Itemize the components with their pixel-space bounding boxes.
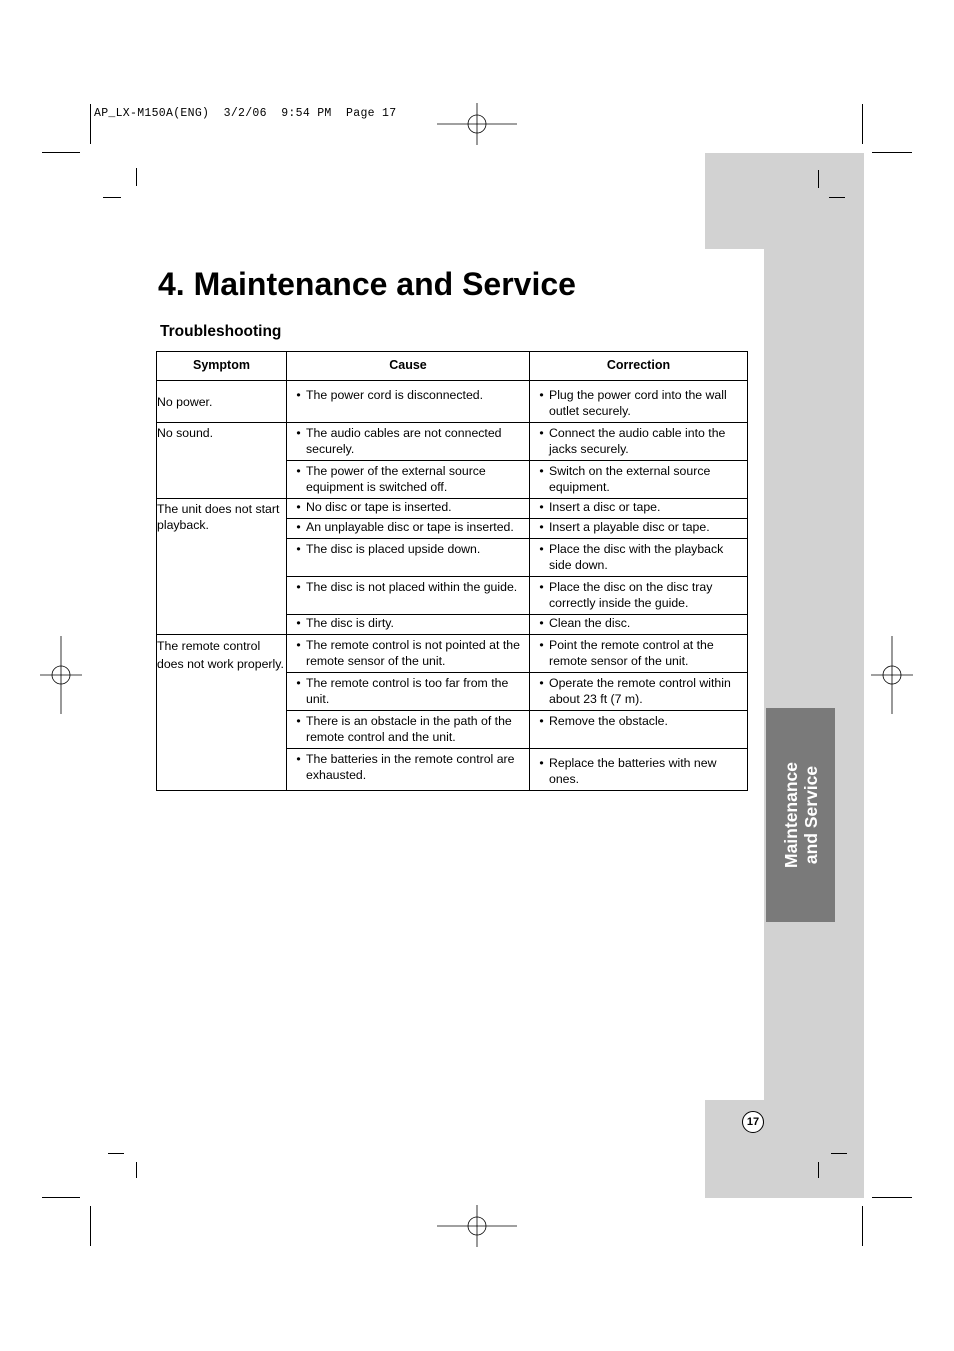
symptom-cell: No power. — [157, 381, 287, 423]
correction-text: Connect the audio cable into the jacks securely. — [549, 426, 726, 456]
correction-cell — [530, 539, 748, 577]
crop-mark — [829, 197, 845, 198]
cause-text: The power of the external source equipment is switched off. — [306, 464, 486, 494]
correction-cell — [530, 381, 748, 423]
symptom-cell: The unit does not start playback. — [157, 499, 287, 635]
side-tab-line2: and Service — [800, 765, 821, 865]
crop-mark — [818, 170, 819, 188]
correction-text: Clean the disc. — [549, 616, 631, 630]
bullet-icon: • — [539, 500, 544, 514]
correction-text: Insert a playable disc or tape. — [549, 520, 710, 534]
correction-text: Switch on the external source equipment. — [549, 464, 711, 494]
crop-mark — [42, 1197, 80, 1198]
correction-cell — [530, 711, 748, 749]
column-header-symptom: Symptom — [157, 352, 287, 381]
bullet-icon: • — [296, 676, 301, 690]
bullet-icon: • — [539, 388, 544, 402]
cause-cell — [287, 381, 530, 423]
bullet-icon: • — [296, 500, 301, 514]
bullet-icon: • — [296, 542, 301, 556]
section-title: 4. Maintenance and Service — [158, 266, 576, 302]
side-tab-label — [781, 762, 821, 868]
correction-cell — [530, 635, 748, 673]
side-tab-line1: Maintenance — [780, 762, 801, 868]
bullet-icon: • — [539, 638, 544, 652]
correction-text: Place the disc on the disc tray correctly inside the guide. — [549, 580, 713, 610]
subsection-title: Troubleshooting — [160, 323, 282, 340]
cause-cell — [287, 461, 530, 499]
correction-text: Point the remote control at the remote sensor of the unit. — [549, 638, 714, 668]
table-row — [157, 499, 748, 519]
bullet-icon: • — [539, 616, 544, 630]
registration-mark-icon — [437, 1205, 517, 1247]
crop-mark — [42, 152, 80, 153]
crop-mark — [831, 1153, 847, 1154]
registration-mark-icon — [871, 636, 913, 714]
bullet-icon: • — [539, 464, 544, 478]
cause-text: No disc or tape is inserted. — [306, 500, 452, 514]
crop-mark — [872, 1197, 912, 1198]
correction-cell — [530, 673, 748, 711]
correction-cell — [530, 423, 748, 461]
crop-mark — [136, 1162, 137, 1178]
cause-text: The disc is dirty. — [306, 616, 394, 630]
bullet-icon: • — [539, 756, 544, 770]
cause-cell — [287, 673, 530, 711]
correction-text: Plug the power cord into the wall outlet securely. — [549, 388, 727, 418]
correction-text: Operate the remote control within about 23 ft (7 m). — [549, 676, 731, 706]
cause-text: The audio cables are not connected securely. — [306, 426, 502, 456]
registration-mark-icon — [437, 103, 517, 145]
side-strip-bottom — [705, 1100, 864, 1198]
crop-mark — [90, 104, 91, 144]
side-section-tab — [766, 708, 835, 922]
crop-mark — [862, 104, 863, 144]
table-row — [157, 381, 748, 423]
cause-text: The remote control is not pointed at the remote sensor of the unit. — [306, 638, 520, 668]
crop-mark — [136, 168, 137, 186]
cause-cell — [287, 519, 530, 539]
correction-text: Replace the batteries with new ones. — [549, 756, 717, 786]
cause-text: The remote control is too far from the unit. — [306, 676, 509, 706]
table-row — [157, 635, 748, 673]
bullet-icon: • — [296, 638, 301, 652]
bullet-icon: • — [296, 580, 301, 594]
bullet-icon: • — [296, 520, 301, 534]
cause-cell — [287, 711, 530, 749]
cause-text: An unplayable disc or tape is inserted. — [306, 520, 514, 534]
bullet-icon: • — [296, 752, 301, 766]
bullet-icon: • — [539, 580, 544, 594]
symptom-cell: No sound. — [157, 423, 287, 499]
correction-cell — [530, 577, 748, 615]
table-row — [157, 423, 748, 461]
cause-cell — [287, 749, 530, 791]
print-slug: AP_LX-M150A(ENG) 3/2/06 9:54 PM Page 17 — [94, 107, 397, 120]
correction-cell — [530, 461, 748, 499]
crop-mark — [862, 1206, 863, 1246]
cause-text: The disc is placed upside down. — [306, 542, 481, 556]
cause-text: The disc is not placed within the guide. — [306, 580, 518, 594]
bullet-icon: • — [539, 676, 544, 690]
bullet-icon: • — [539, 520, 544, 534]
cause-text: The power cord is disconnected. — [306, 388, 484, 402]
correction-cell — [530, 615, 748, 635]
crop-mark — [872, 152, 912, 153]
cause-cell — [287, 615, 530, 635]
cause-cell — [287, 423, 530, 461]
cause-cell — [287, 499, 530, 519]
crop-mark — [818, 1162, 819, 1178]
column-header-correction: Correction — [530, 352, 748, 381]
cause-cell — [287, 577, 530, 615]
symptom-cell: The remote control does not work properly. — [157, 635, 287, 791]
bullet-icon: • — [539, 542, 544, 556]
correction-text: Place the disc with the playback side down. — [549, 542, 724, 572]
cause-text: There is an obstacle in the path of the remote control and the unit. — [306, 714, 512, 744]
bullet-icon: • — [539, 426, 544, 440]
bullet-icon: • — [296, 464, 301, 478]
bullet-icon: • — [296, 388, 301, 402]
troubleshooting-table — [156, 351, 748, 791]
cause-text: The batteries in the remote control are exhausted. — [306, 752, 515, 782]
correction-text: Insert a disc or tape. — [549, 500, 661, 514]
correction-cell — [530, 519, 748, 539]
crop-mark — [108, 1153, 124, 1154]
cause-cell — [287, 539, 530, 577]
correction-text: Remove the obstacle. — [549, 714, 668, 728]
bullet-icon: • — [296, 616, 301, 630]
correction-cell — [530, 749, 748, 791]
table-header-row — [157, 352, 748, 381]
bullet-icon: • — [296, 426, 301, 440]
side-strip-top — [705, 153, 864, 249]
correction-cell — [530, 499, 748, 519]
page-number: 17 — [742, 1111, 764, 1133]
registration-mark-icon — [40, 636, 82, 714]
bullet-icon: • — [296, 714, 301, 728]
bullet-icon: • — [539, 714, 544, 728]
crop-mark — [90, 1206, 91, 1246]
column-header-cause: Cause — [287, 352, 530, 381]
side-strip-middle — [764, 249, 864, 1100]
cause-cell — [287, 635, 530, 673]
crop-mark — [103, 197, 121, 198]
